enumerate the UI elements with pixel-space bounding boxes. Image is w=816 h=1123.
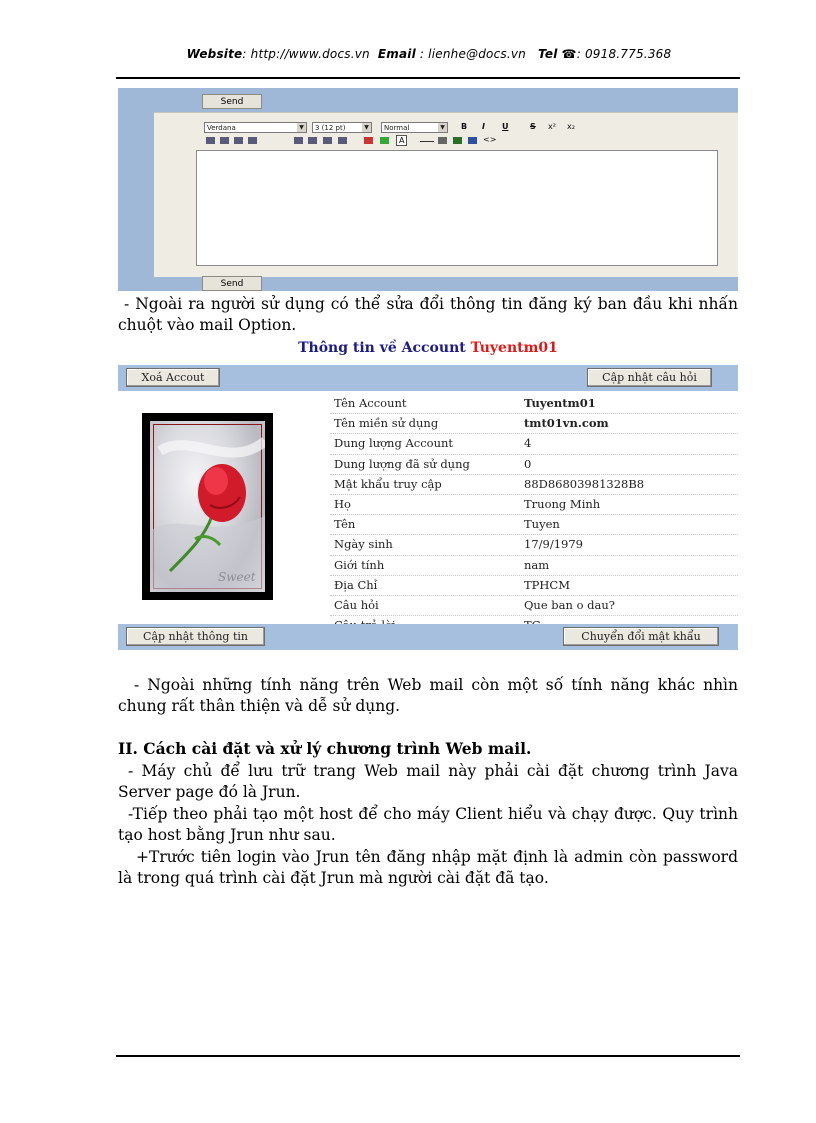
account-title: [118, 340, 738, 356]
paragraph-server: - Máy chủ để lưu trữ trang Web mail này phải cài đặt chương trình Java Server page đó là Jrun.: [118, 762, 738, 801]
link-icon[interactable]: [438, 137, 447, 144]
row-label: Địa Chỉ: [334, 577, 378, 592]
paragraph-host: -Tiếp theo phải tạo một host để cho máy Client hiểu và chạy được. Quy trình tạo host bằng Jrun như sau.: [118, 805, 738, 844]
table-row: [330, 596, 738, 616]
update-question-button[interactable]: Cập nhật câu hỏi: [587, 368, 712, 387]
table-row: [330, 434, 738, 454]
image-icon[interactable]: [453, 137, 462, 144]
numbered-list-icon[interactable]: [294, 137, 303, 144]
rose-image: [150, 421, 265, 592]
table-row: [330, 455, 738, 475]
table-row: [330, 535, 738, 555]
email-value: : lienhe@docs.vn: [419, 47, 526, 61]
chevron-down-icon: ▼: [297, 123, 306, 132]
row-value: 0: [524, 456, 532, 471]
bold-button[interactable]: B: [461, 122, 468, 131]
row-label: Tên Account: [334, 396, 407, 410]
row-label: Tên miền sử dụng: [334, 416, 439, 431]
message-textarea[interactable]: [196, 150, 718, 266]
text-button[interactable]: A: [396, 135, 407, 146]
send-button-bottom[interactable]: Send: [202, 276, 262, 291]
highlight-icon[interactable]: [380, 137, 389, 144]
row-value: Tuyentm01: [524, 396, 596, 410]
row-value: tmt01vn.com: [524, 416, 609, 431]
horizontal-rule-icon[interactable]: [420, 141, 434, 142]
row-label: Họ: [334, 496, 351, 511]
paragraph-mail-option: - Ngoài ra người sử dụng có thể sửa đổi thông tin đăng ký ban đầu khi nhấn chuột vào mail Option.: [118, 295, 738, 334]
size-select[interactable]: 3 (12 pt) ▼: [312, 122, 372, 133]
underline-button[interactable]: U: [502, 122, 509, 131]
row-label: Dung lượng đã sử dụng: [334, 456, 470, 471]
paragraph-login: +Trước tiên login vào Jrun tên đăng nhập mặt định là admin còn password là trong quá trình cài đặt Jrun mà người cài đặt đã tạo.: [118, 848, 738, 887]
table-row: [330, 556, 738, 576]
style-select[interactable]: Normal ▼: [381, 122, 448, 133]
strikethrough-button[interactable]: S: [530, 122, 536, 131]
row-label: Ngày sinh: [334, 537, 393, 552]
chevron-down-icon: ▼: [362, 123, 371, 132]
indent-icon[interactable]: [338, 137, 347, 144]
row-value: Que ban o dau?: [524, 597, 615, 612]
row-label: Câu hỏi: [334, 597, 379, 612]
chevron-down-icon: ▼: [438, 123, 447, 132]
update-info-button[interactable]: Cập nhật thông tin: [126, 627, 265, 646]
table-row: [330, 515, 738, 535]
code-button[interactable]: <>: [483, 135, 497, 144]
row-label: Tên: [334, 517, 356, 532]
send-button-top[interactable]: Send: [202, 94, 262, 109]
bullet-list-icon[interactable]: [308, 137, 317, 144]
account-info-table: [330, 394, 738, 636]
text-color-icon[interactable]: [364, 137, 373, 144]
tel-value: : 0918.775.368: [576, 47, 672, 61]
photo-signature: Sweet: [218, 570, 256, 584]
section-heading: II. Cách cài đặt và xử lý chương trình Web mail.: [118, 739, 532, 758]
table-row: [330, 475, 738, 495]
editor-format-toolbar: [206, 137, 536, 147]
paragraph-features: - Ngoài những tính năng trên Web mail còn một số tính năng khác nhìn chung rất thân thiện và dễ sử dụng.: [118, 676, 738, 715]
row-label: Giới tính: [334, 557, 385, 572]
align-left-icon[interactable]: [206, 137, 215, 144]
change-password-button[interactable]: Chuyển đổi mật khẩu: [563, 627, 719, 646]
account-title-name: Tuyentm01: [470, 340, 558, 356]
row-value: 17/9/1979: [524, 537, 583, 552]
row-value: 4: [524, 436, 532, 451]
website-value: : http://www.docs.vn: [242, 47, 370, 61]
align-right-icon[interactable]: [234, 137, 243, 144]
font-select[interactable]: Verdana ▼: [204, 122, 307, 133]
account-title-prefix: Thông tin về Account: [298, 340, 466, 356]
page-header: [118, 47, 740, 61]
table-row: [330, 576, 738, 596]
row-label: Dung lượng Account: [334, 436, 454, 451]
subscript-button[interactable]: x₂: [567, 122, 575, 131]
email-label: Email: [377, 47, 416, 61]
footer-rule: [116, 1055, 740, 1057]
align-center-icon[interactable]: [220, 137, 229, 144]
profile-photo: [150, 421, 265, 592]
superscript-button[interactable]: x²: [548, 122, 556, 131]
table-row: [330, 414, 738, 434]
delete-account-button[interactable]: Xoá Accout: [126, 368, 220, 387]
outdent-icon[interactable]: [323, 137, 332, 144]
row-value: Truong Minh: [524, 496, 601, 511]
tel-label: Tel: [538, 47, 558, 61]
row-label: Mật khẩu truy cập: [334, 476, 442, 491]
row-value: nam: [524, 557, 550, 572]
row-value: Tuyen: [524, 517, 560, 532]
row-value: 88D86803981328B8: [524, 476, 645, 491]
phone-icon: ☎: [561, 47, 577, 61]
website-label: Website: [186, 47, 243, 61]
table-row: [330, 495, 738, 515]
table-row: [330, 394, 738, 414]
italic-button[interactable]: I: [482, 122, 485, 131]
header-rule: [116, 77, 740, 79]
row-value: TPHCM: [524, 577, 571, 592]
align-justify-icon[interactable]: [248, 137, 257, 144]
table-icon[interactable]: [468, 137, 477, 144]
